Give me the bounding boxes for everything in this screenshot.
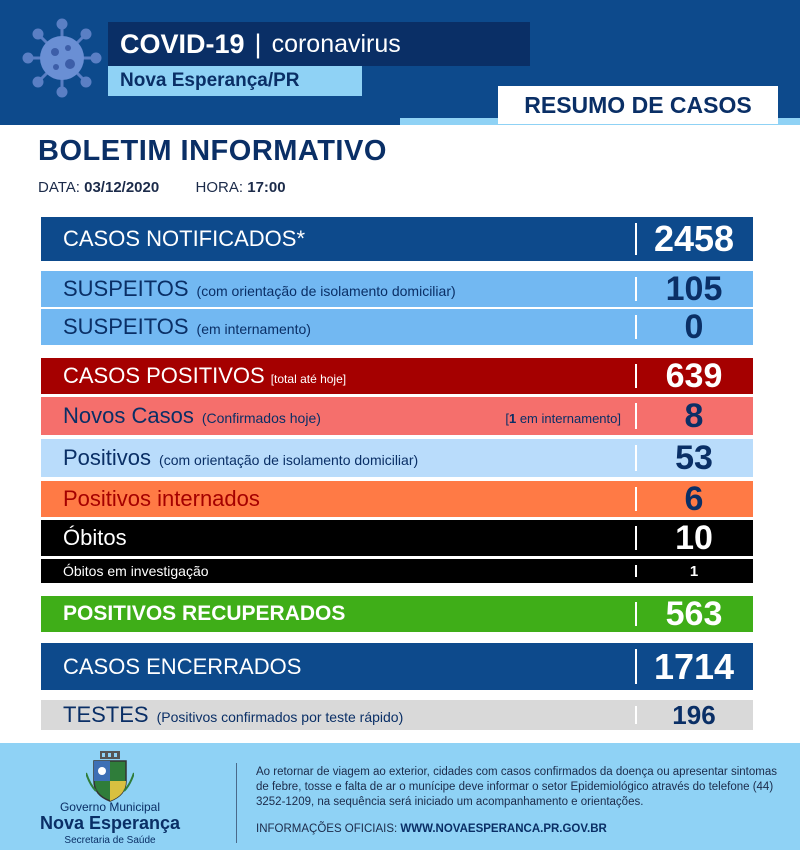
summary-label: RESUMO DE CASOS [498,86,778,124]
gov-line-3: Secretaria de Saúde [64,835,156,846]
title-box [108,22,530,66]
city-label: Nova Esperança/PR [108,66,362,96]
row-label: Positivos [63,445,152,470]
row-casos-positivos [41,358,753,394]
row-value: 2458 [635,217,753,261]
time-label: HORA: [195,179,244,196]
info-url[interactable]: WWW.NOVAESPERANCA.PR.GOV.BR [400,823,607,835]
row-label: CASOS POSITIVOS [63,363,265,388]
row-value: 0 [635,309,753,345]
row-obitos-investigacao [41,559,753,583]
row-value: 105 [635,271,753,307]
footer-divider [236,763,237,843]
time-value: 17:00 [247,179,286,196]
row-value: 10 [635,520,753,556]
row-label: Óbitos em investigação [63,563,209,579]
row-label: POSITIVOS RECUPERADOS [63,602,346,625]
row-suspeitos-isolamento [41,271,753,307]
row-value: 53 [635,439,753,477]
row-suspeitos-internamento [41,309,753,345]
row-value: 1 [635,559,753,583]
row-value: 8 [635,397,753,435]
row-note: (em internamento) [196,321,311,337]
title-separator: | [254,28,262,59]
row-label: Positivos internados [63,486,260,511]
row-note: (Confirmados hoje) [201,410,321,426]
row-label: SUSPEITOS [63,276,189,301]
row-value: 6 [635,481,753,517]
row-casos-encerrados [41,643,753,690]
row-value: 639 [635,358,753,394]
virus-icon [22,18,102,98]
row-label: SUSPEITOS [63,314,189,339]
row-positivos-isolamento [41,439,753,477]
internamento-count: 1 [508,411,517,426]
gov-line-2: Nova Esperança [39,813,181,833]
date-value: 03/12/2020 [84,179,160,196]
row-label: TESTES [63,702,149,727]
row-positivos-recuperados [41,596,753,632]
header-banner [0,0,800,125]
row-value: 196 [635,700,753,730]
title-main: COVID-19 [120,28,245,59]
title-subtitle: coronavirus [271,29,401,58]
row-label: CASOS NOTIFICADOS* [63,226,306,251]
row-label: CASOS ENCERRADOS [63,653,302,679]
info-label: INFORMAÇÕES OFICIAIS: [256,823,398,835]
row-note: (com orientação de isolamento domiciliar) [159,452,419,468]
row-note: [total até hoje] [270,372,347,386]
row-testes [41,700,753,730]
gov-line-1: Governo Municipal [59,800,161,814]
row-positivos-internados [41,481,753,517]
row-note: (Positivos confirmados por teste rápido) [156,709,404,725]
row-note: (com orientação de isolamento domiciliar) [196,283,456,299]
date-label: DATA: [38,179,80,196]
footer-info [256,823,607,835]
dateline [38,179,286,196]
bulletin-title: BOLETIM INFORMATIVO [38,135,387,167]
row-obitos [41,520,753,556]
row-label: Novos Casos [63,403,194,428]
municipal-crest-icon [86,751,134,803]
row-value: 563 [635,596,753,632]
row-value: 1714 [635,643,753,690]
internamento-note: [1 em internamento] [505,411,621,426]
footer [0,743,800,850]
row-casos-notificados [41,217,753,261]
row-novos-casos [41,397,753,435]
row-label: Óbitos [63,525,127,550]
footer-notice: Ao retornar de viagem ao exterior, cidades com casos confirmados da doença ou apresentar sintomas de febre, tosse e falta de ar o munícipe deve informar o setor Epidemiológico através do telefone (44) 3252-1209, na sequência será iniciado um acompanhamento e orientações. [256,766,777,808]
